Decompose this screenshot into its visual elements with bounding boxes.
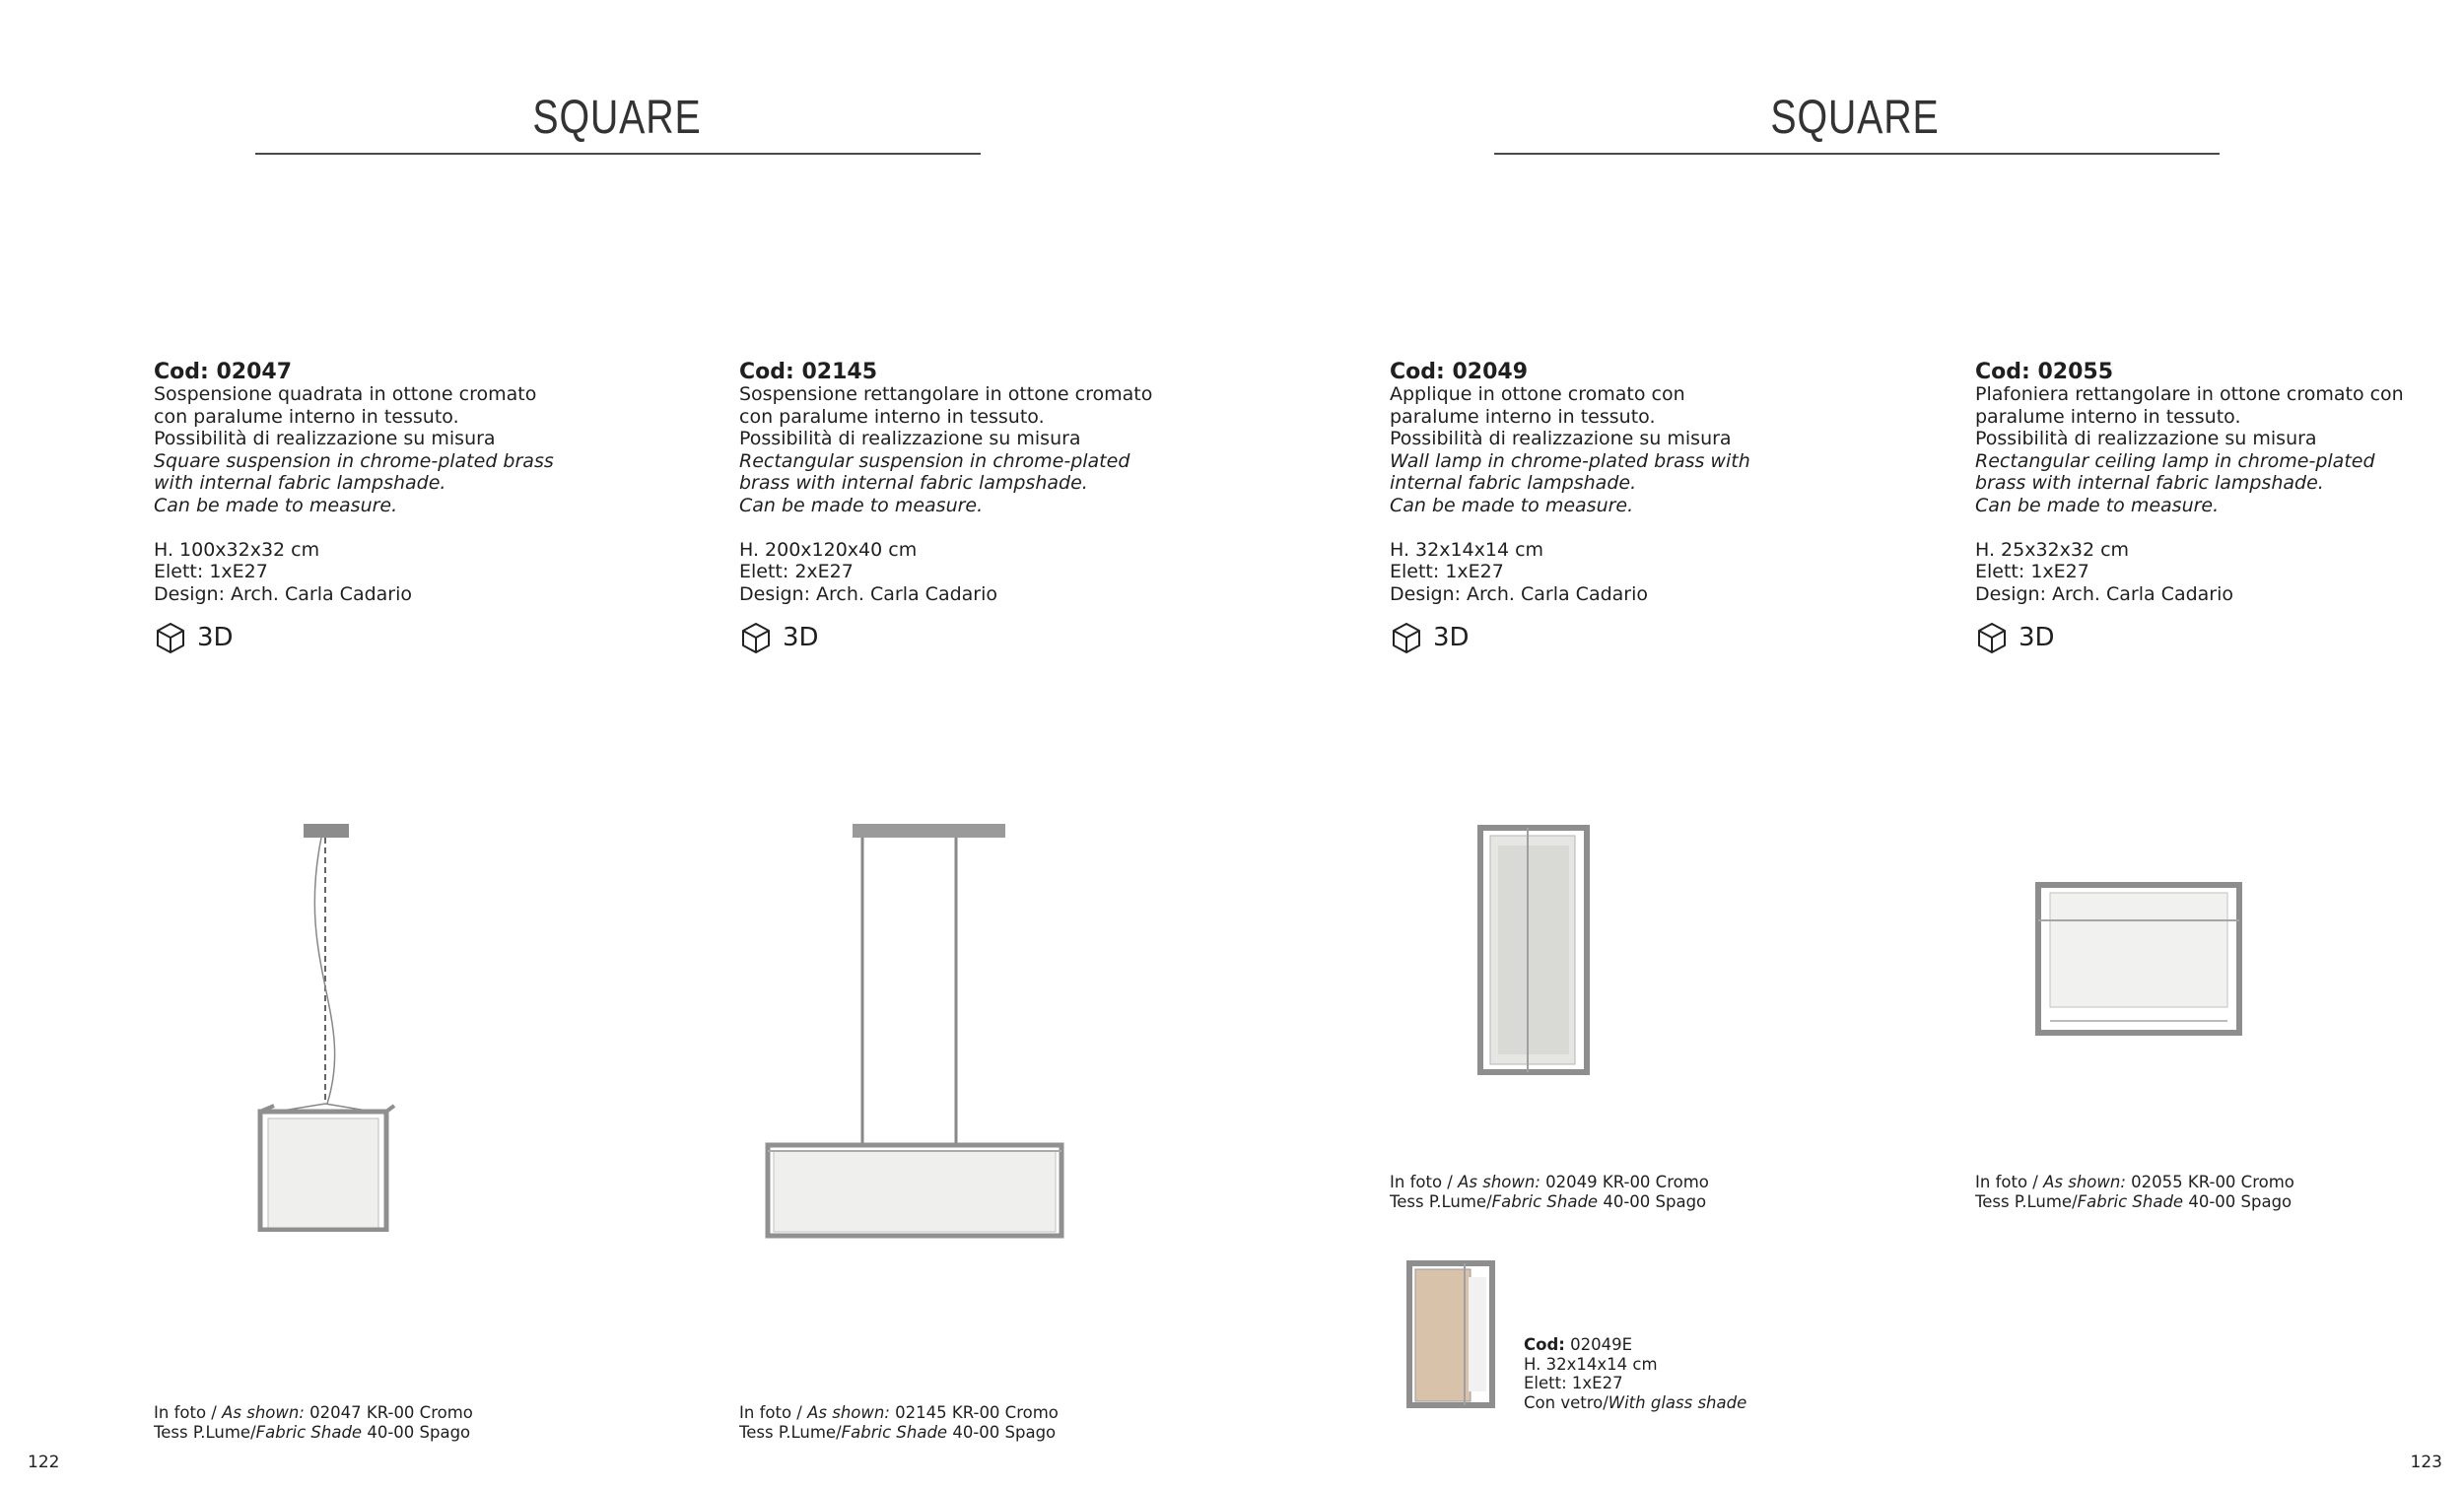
lamp-02145-image [764,820,1069,1239]
view-3d-label: 3D [2019,623,2055,653]
page-number-right: 123 [2410,1453,2442,1472]
photo-caption [1975,1173,2294,1212]
description-it-line: con paralume interno in tessuto. [154,405,459,428]
view-3d-label: 3D [783,623,819,653]
view-3d-label: 3D [197,623,234,653]
variant-glass-it: Con vetro/ [1524,1392,1608,1412]
variant-02049E [1524,1335,1746,1412]
description-it-line: Possibilità di realizzazione su misura [154,428,496,450]
photo-caption [1390,1173,1709,1212]
lamp-02055-image [2030,875,2247,1052]
caption-prefix: In foto / [1390,1173,1459,1191]
caption-shade-code: 40-00 Spago [947,1423,1057,1442]
description-en-line: Can be made to measure. [739,494,984,516]
designer: Design: Arch. Carla Cadario [739,582,998,605]
caption-fabric-shade: Fabric Shade [2077,1192,2184,1211]
caption-shade-code: 40-00 Spago [362,1423,471,1442]
view-3d-label: 3D [1433,623,1470,653]
cube-3d-icon [1975,621,2009,654]
caption-as-shown: As shown: [2043,1173,2126,1191]
description-en-line: Rectangular suspension in chrome-plated [739,449,1130,472]
caption-as-shown: As shown: [1458,1173,1540,1191]
lamp-02047-image [237,818,424,1232]
product-code: Cod: 02145 [739,360,878,384]
product-block [739,361,1153,654]
description-it-line: Applique in ottone cromato con [1390,383,1685,405]
variant-electrical: Elett: 1xE27 [1524,1374,1623,1392]
title-rule-right [1494,153,2220,155]
photo-caption [739,1403,1059,1443]
cube-3d-icon [739,621,773,654]
dimensions: H. 200x120x40 cm [739,538,918,561]
description-en-line: Can be made to measure. [1390,494,1634,516]
variant-glass-en: With glass shade [1608,1392,1747,1412]
caption-as-shown: As shown: [222,1403,305,1422]
description-en-line: brass with internal fabric lampshade. [739,472,1088,495]
caption-as-shown: As shown: [807,1403,890,1422]
caption-code: 02049 KR-00 Cromo [1540,1173,1709,1191]
caption-prefix: In foto / [739,1403,808,1422]
page-title-left: SQUARE [532,92,702,144]
electrical: Elett: 2xE27 [739,561,854,583]
lamp-02049E-image [1403,1257,1506,1411]
description-it-line: paralume interno in tessuto. [1390,405,1656,428]
caption-shade-prefix: Tess P.Lume/ [154,1423,256,1442]
caption-shade-code: 40-00 Spago [1598,1192,1707,1211]
description-it-line: paralume interno in tessuto. [1975,405,2241,428]
dimensions: H. 100x32x32 cm [154,538,320,561]
caption-shade-prefix: Tess P.Lume/ [1390,1192,1492,1211]
electrical: Elett: 1xE27 [154,561,268,583]
product-code: Cod: 02047 [154,360,293,384]
variant-cod-value: 02049E [1564,1335,1633,1354]
caption-shade-prefix: Tess P.Lume/ [739,1423,842,1442]
dimensions: H. 25x32x32 cm [1975,538,2130,561]
product-block [154,361,568,654]
product-code: Cod: 02049 [1390,360,1529,384]
designer: Design: Arch. Carla Cadario [1975,582,2234,605]
product-block [1975,360,2404,654]
page-number-left: 122 [28,1453,60,1472]
description-en-line: Square suspension in chrome-plated brass [154,449,554,472]
cube-3d-icon [1390,621,1423,654]
product-block [1390,361,1804,654]
variant-cod-label: Cod: [1524,1335,1565,1354]
designer: Design: Arch. Carla Cadario [154,582,413,605]
description-en-line: Rectangular ceiling lamp in chrome-plated [1975,449,2375,472]
product-code: Cod: 02055 [1975,360,2114,384]
description-it-line: Sospensione rettangolare in ottone cromato [739,383,1153,405]
description-en-line: with internal fabric lampshade. [154,472,446,495]
electrical: Elett: 1xE27 [1390,561,1504,583]
page-title-right: SQUARE [1770,92,1940,144]
description-en-line: internal fabric lampshade. [1390,472,1637,495]
description-it-line: Plafoniera rettangolare in ottone cromato con [1975,383,2404,405]
electrical: Elett: 1xE27 [1975,561,2089,583]
caption-fabric-shade: Fabric Shade [255,1423,363,1442]
caption-fabric-shade: Fabric Shade [841,1423,948,1442]
designer: Design: Arch. Carla Cadario [1390,582,1649,605]
view-3d-button[interactable] [739,621,1153,654]
view-3d-button[interactable] [1390,621,1804,654]
view-3d-button[interactable] [1975,621,2389,654]
caption-code: 02055 KR-00 Cromo [2125,1173,2294,1191]
caption-fabric-shade: Fabric Shade [1491,1192,1599,1211]
caption-prefix: In foto / [1975,1173,2044,1191]
title-rule-left [255,153,981,155]
description-en-line: Can be made to measure. [154,494,398,516]
photo-caption [154,1403,473,1443]
view-3d-button[interactable] [154,621,568,654]
description-it-line: Possibilità di realizzazione su misura [1975,428,2317,450]
caption-code: 02145 KR-00 Cromo [889,1403,1059,1422]
description-en-line: Can be made to measure. [1975,494,2220,516]
caption-shade-code: 40-00 Spago [2183,1192,2293,1211]
description-it-line: Possibilità di realizzazione su misura [1390,428,1732,450]
caption-prefix: In foto / [154,1403,223,1422]
variant-dimensions: H. 32x14x14 cm [1524,1354,1658,1374]
caption-shade-prefix: Tess P.Lume/ [1975,1192,2078,1211]
description-en-line: Wall lamp in chrome-plated brass with [1390,449,1750,472]
description-it-line: con paralume interno in tessuto. [739,405,1045,428]
lamp-02049-image [1469,818,1626,1084]
description-it-line: Sospensione quadrata in ottone cromato [154,383,537,405]
description-en-line: brass with internal fabric lampshade. [1975,472,2324,495]
dimensions: H. 32x14x14 cm [1390,538,1544,561]
caption-code: 02047 KR-00 Cromo [304,1403,473,1422]
description-it-line: Possibilità di realizzazione su misura [739,428,1081,450]
cube-3d-icon [154,621,187,654]
